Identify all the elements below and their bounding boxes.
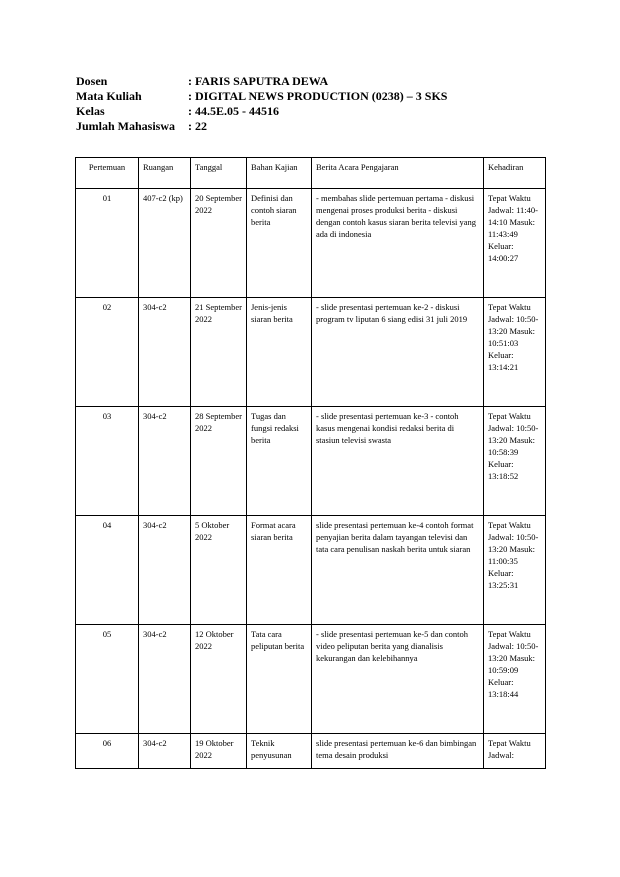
table-row	[76, 734, 546, 769]
col-header-tanggal: Tanggal	[191, 158, 247, 189]
cell-kehadiran: Tepat Waktu Jadwal: 10:50-13:20 Masuk: 11:00:35 Keluar: 13:25:31	[484, 516, 546, 625]
col-header-pertemuan: Pertemuan	[76, 158, 139, 189]
cell-ruangan: 304-c2	[139, 407, 191, 516]
cell-bahan-kajian: Definisi dan contoh siaran berita	[247, 189, 312, 298]
matkul-label: Mata Kuliah	[76, 89, 142, 103]
cell-berita-acara: - slide presentasi pertemuan ke-2 - diskusi program tv liputan 6 siang edisi 31 juli 2019	[312, 298, 484, 407]
kelas-label: Kelas	[76, 104, 105, 118]
cell-berita-acara: - slide presentasi pertemuan ke-3 - contoh kasus mengenai kondisi redaksi berita di stasiun televisi swasta	[312, 407, 484, 516]
header-row-jumlah	[76, 119, 447, 134]
dosen-label: Dosen	[76, 74, 108, 88]
matkul-value: : DIGITAL NEWS PRODUCTION (0238) – 3 SKS	[188, 89, 448, 103]
table-header-row	[76, 158, 546, 189]
cell-kehadiran: Tepat Waktu Jadwal: 10:50-13:20 Masuk: 10:59:09 Keluar: 13:18:44	[484, 625, 546, 734]
cell-tanggal: 12 Oktober 2022	[191, 625, 247, 734]
table-row	[76, 625, 546, 734]
attendance-table	[75, 157, 546, 769]
cell-berita-acara: slide presentasi pertemuan ke-4 contoh format penyajian berita dalam tayangan televisi dan tata cara penulisan naskah berita untuk siaran	[312, 516, 484, 625]
cell-bahan-kajian: Tata cara peliputan berita	[247, 625, 312, 734]
col-header-ruangan: Ruangan	[139, 158, 191, 189]
cell-berita-acara: - slide presentasi pertemuan ke-5 dan contoh video peliputan berita yang dianalisis kekurangan dan kelebihannya	[312, 625, 484, 734]
cell-ruangan: 304-c2	[139, 625, 191, 734]
cell-pertemuan: 02	[76, 298, 139, 407]
cell-bahan-kajian: Teknik penyusunan	[247, 734, 312, 769]
cell-pertemuan: 01	[76, 189, 139, 298]
cell-kehadiran: Tepat Waktu Jadwal: 10:50-13:20 Masuk: 10:51:03 Keluar: 13:14:21	[484, 298, 546, 407]
jumlah-value: : 22	[188, 119, 207, 133]
table-row	[76, 516, 546, 625]
cell-ruangan: 304-c2	[139, 516, 191, 625]
table-row	[76, 407, 546, 516]
kelas-value: : 44.5E.05 - 44516	[188, 104, 279, 118]
cell-pertemuan: 06	[76, 734, 139, 769]
cell-kehadiran: Tepat Waktu Jadwal:	[484, 734, 546, 769]
cell-tanggal: 20 September 2022	[191, 189, 247, 298]
col-header-bahan-kajian: Bahan Kajian	[247, 158, 312, 189]
header-row-dosen	[76, 74, 447, 89]
table-row	[76, 189, 546, 298]
cell-pertemuan: 04	[76, 516, 139, 625]
cell-tanggal: 21 September 2022	[191, 298, 247, 407]
cell-tanggal: 28 September 2022	[191, 407, 247, 516]
cell-pertemuan: 05	[76, 625, 139, 734]
header-row-kelas	[76, 104, 447, 119]
cell-bahan-kajian: Format acara siaran berita	[247, 516, 312, 625]
cell-kehadiran: Tepat Waktu Jadwal: 10:50-13:20 Masuk: 10:58:39 Keluar: 13:18:52	[484, 407, 546, 516]
cell-kehadiran: Tepat Waktu Jadwal: 11:40-14:10 Masuk: 11:43:49 Keluar: 14:00:27	[484, 189, 546, 298]
document-header	[76, 74, 447, 134]
cell-tanggal: 19 Oktober 2022	[191, 734, 247, 769]
cell-pertemuan: 03	[76, 407, 139, 516]
cell-berita-acara: slide presentasi pertemuan ke-6 dan bimbingan tema desain produksi	[312, 734, 484, 769]
cell-ruangan: 304-c2	[139, 298, 191, 407]
cell-bahan-kajian: Tugas dan fungsi redaksi berita	[247, 407, 312, 516]
cell-ruangan: 304-c2	[139, 734, 191, 769]
cell-berita-acara: - membahas slide pertemuan pertama - diskusi mengenai proses produksi berita - diskusi dengan contoh kasus siaran berita televisi yang ada di indonesia	[312, 189, 484, 298]
cell-ruangan: 407-c2 (kp)	[139, 189, 191, 298]
table-row	[76, 298, 546, 407]
cell-tanggal: 5 Oktober 2022	[191, 516, 247, 625]
header-row-matkul	[76, 89, 447, 104]
col-header-kehadiran: Kehadiran	[484, 158, 546, 189]
jumlah-label: Jumlah Mahasiswa	[76, 119, 176, 133]
dosen-value: : FARIS SAPUTRA DEWA	[188, 74, 329, 88]
cell-bahan-kajian: Jenis-jenis siaran berita	[247, 298, 312, 407]
col-header-berita-acara: Berita Acara Pengajaran	[312, 158, 484, 189]
